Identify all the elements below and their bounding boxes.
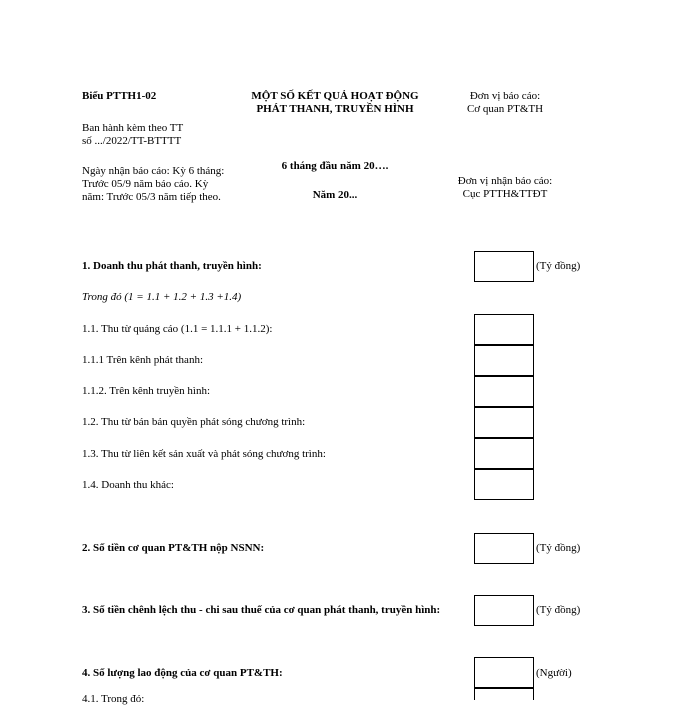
section-1-2-label: 1.2. Thu từ bán bản quyền phát sóng chương trình:	[82, 416, 306, 428]
receiver-label: Đơn vị nhận báo cáo:	[457, 175, 553, 187]
reporter-label: Đơn vị báo cáo:	[469, 90, 541, 102]
section-1-1-label: 1.1. Thu từ quảng cáo (1.1 = 1.1.1 + 1.1.2):	[82, 323, 273, 335]
section-1-title: 1. Doanh thu phát thanh, truyền hình:	[82, 260, 262, 272]
section-3-input-box[interactable]	[474, 595, 534, 626]
receive-date-line-3: năm: Trước 05/3 năm tiếp theo.	[82, 191, 221, 203]
issued-line-2: số .../2022/TT-BTTTT	[82, 135, 182, 147]
receive-date-line-1: Ngày nhận báo cáo: Kỳ 6 tháng:	[82, 165, 225, 177]
section-1-unit: (Tỷ đồng)	[536, 260, 581, 272]
section-2-unit: (Tỷ đồng)	[536, 542, 581, 554]
section-2-title: 2. Số tiền cơ quan PT&TH nộp NSNN:	[82, 542, 265, 554]
section-4-title: 4. Số lượng lao động của cơ quan PT&TH:	[82, 667, 283, 679]
section-1-1-2-input-box[interactable]	[474, 376, 534, 407]
section-1-4-label: 1.4. Doanh thu khác:	[82, 479, 174, 491]
section-4-1-label: 4.1. Trong đó:	[82, 693, 145, 705]
section-4-input-box[interactable]	[474, 657, 534, 688]
section-2-input-box[interactable]	[474, 533, 534, 564]
section-1-3-label: 1.3. Thu từ liên kết sản xuất và phát sóng chương trình:	[82, 448, 326, 460]
section-1-2-input-box[interactable]	[474, 407, 534, 438]
report-title-line-2: PHÁT THANH, TRUYỀN HÌNH	[256, 103, 414, 115]
section-1-1-1-input-box[interactable]	[474, 345, 534, 376]
reporter-value: Cơ quan PT&TH	[466, 103, 544, 115]
section-3-title: 3. Số tiền chênh lệch thu - chi sau thuế của cơ quan phát thanh, truyền hình:	[82, 604, 441, 616]
issued-line-1: Ban hành kèm theo TT	[82, 122, 184, 134]
report-title-line-1: MỘT SỐ KẾT QUẢ HOẠT ĐỘNG	[251, 90, 419, 102]
section-3-unit: (Tỷ đồng)	[536, 604, 581, 616]
section-1-3-input-box[interactable]	[474, 438, 534, 469]
period-year: Năm 20...	[312, 189, 358, 201]
section-4-unit: (Người)	[536, 667, 572, 679]
form-code: Biểu PTTH1-02	[82, 90, 157, 102]
receiver-value: Cục PTTH&TTĐT	[462, 188, 548, 200]
section-4-1-input-box[interactable]	[474, 688, 534, 700]
section-1-1-2-label: 1.1.2. Trên kênh truyền hình:	[82, 385, 211, 397]
section-1-1-1-label: 1.1.1 Trên kênh phát thanh:	[82, 354, 203, 366]
section-1-1-input-box[interactable]	[474, 314, 534, 345]
section-1-formula-note: Trong đó (1 = 1.1 + 1.2 + 1.3 +1.4)	[82, 291, 242, 303]
section-1-input-box[interactable]	[474, 251, 534, 282]
section-1-4-input-box[interactable]	[474, 469, 534, 500]
period-half-year: 6 tháng đầu năm 20….	[281, 160, 389, 172]
receive-date-line-2: Trước 05/9 năm báo cáo. Kỳ	[82, 178, 209, 190]
